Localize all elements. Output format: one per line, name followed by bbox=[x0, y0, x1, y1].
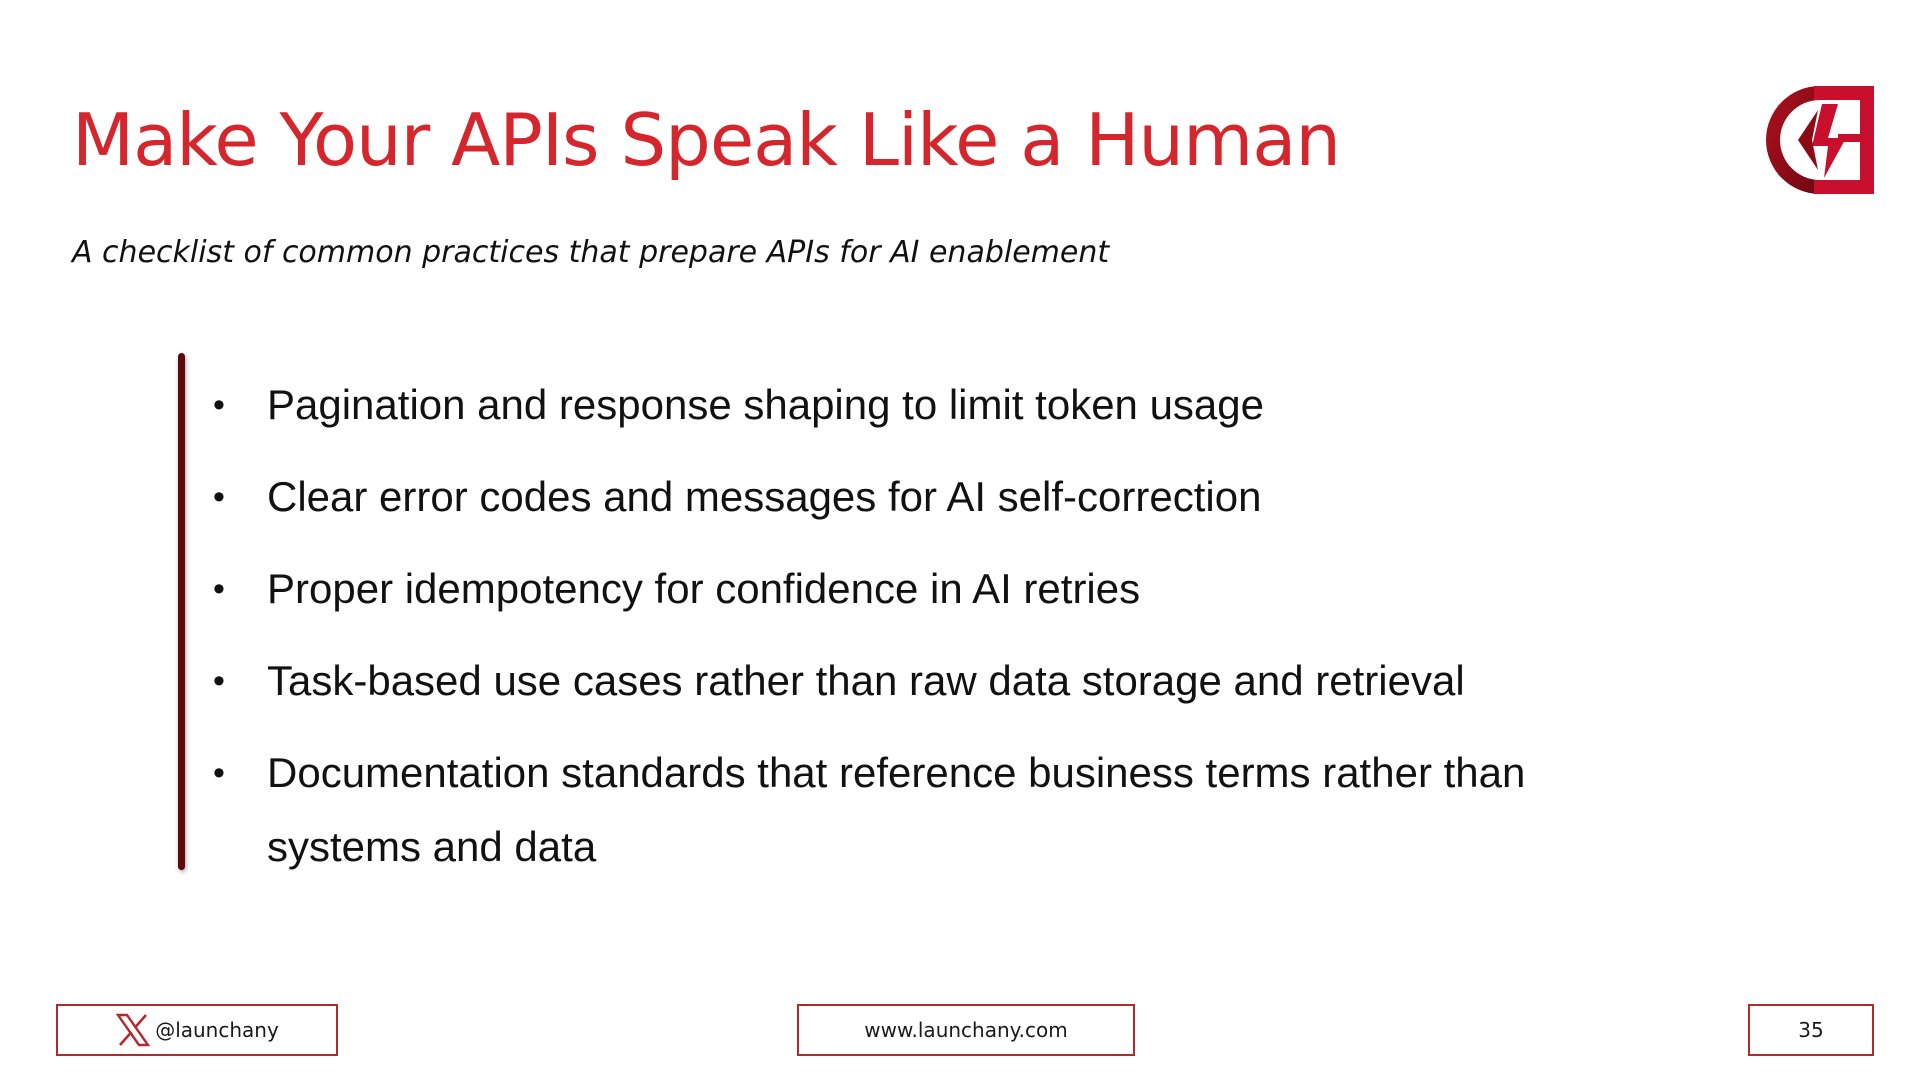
list-item bbox=[205, 460, 1645, 534]
bullet-dot-icon: • bbox=[213, 386, 225, 424]
bullet-dot-icon: • bbox=[213, 570, 225, 608]
bullet-list bbox=[205, 368, 1645, 902]
website-link[interactable] bbox=[797, 1004, 1135, 1056]
slide-title: Make Your APIs Speak Like a Human bbox=[72, 98, 1340, 182]
social-handle: @launchany bbox=[155, 1018, 279, 1042]
website-url: www.launchany.com bbox=[864, 1018, 1068, 1042]
bullet-text: Clear error codes and messages for AI self-correction bbox=[267, 473, 1262, 520]
list-item bbox=[205, 736, 1645, 884]
x-logo-icon bbox=[115, 1012, 151, 1048]
bullet-dot-icon: • bbox=[213, 662, 225, 700]
accent-bar bbox=[178, 353, 185, 870]
slide-subtitle: A checklist of common practices that prepare APIs for AI enablement bbox=[72, 235, 1110, 270]
bullet-dot-icon: • bbox=[213, 754, 225, 792]
page-number-box bbox=[1748, 1004, 1874, 1056]
bullet-text: Task-based use cases rather than raw data storage and retrieval bbox=[267, 657, 1465, 704]
list-item bbox=[205, 552, 1645, 626]
bullet-text: Proper idempotency for confidence in AI retries bbox=[267, 565, 1141, 612]
bullet-dot-icon: • bbox=[213, 478, 225, 516]
company-logo-icon bbox=[1762, 82, 1878, 198]
bullet-text: Documentation standards that reference business terms rather than systems and data bbox=[267, 749, 1526, 870]
list-item bbox=[205, 368, 1645, 442]
page-number: 35 bbox=[1798, 1018, 1824, 1042]
social-handle-box[interactable] bbox=[56, 1004, 338, 1056]
bullet-text: Pagination and response shaping to limit token usage bbox=[267, 381, 1265, 428]
list-item bbox=[205, 644, 1645, 718]
